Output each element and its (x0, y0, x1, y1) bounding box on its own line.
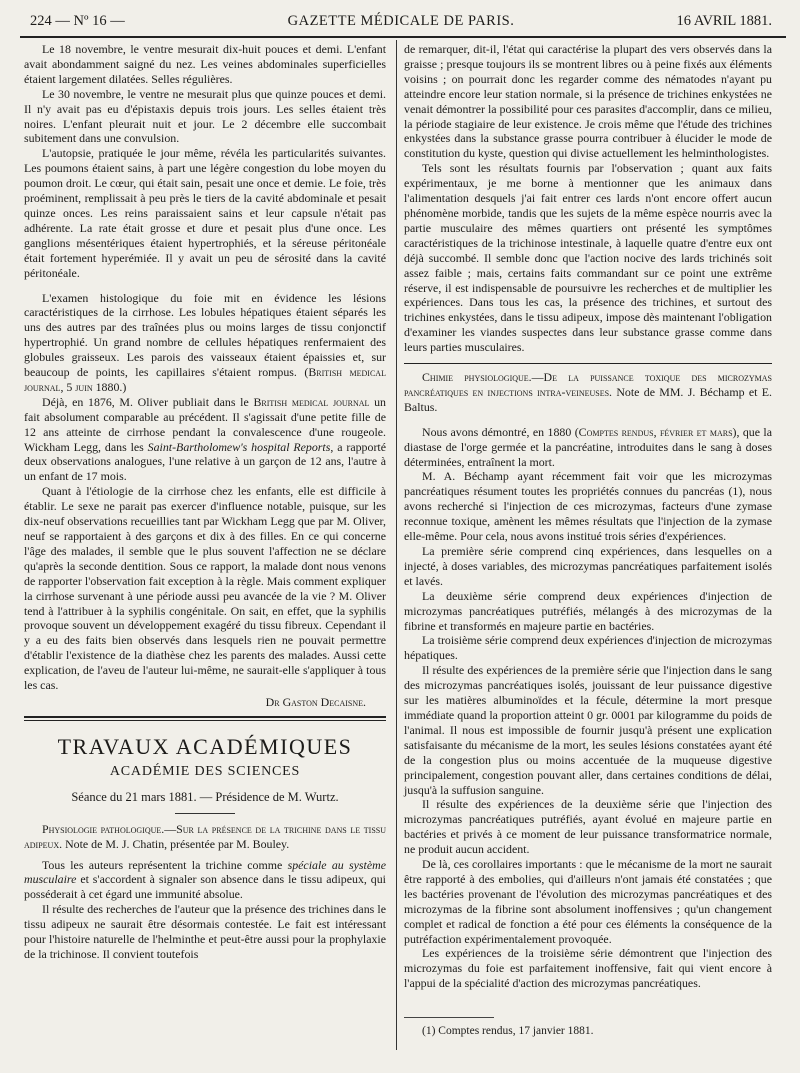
paragraph: Les expériences de la troisième série démontrent que l'injection des microzymas du foie est parfaitement inoffensive, fait qui vient encore à l'appui de la spécialité d'action des microzymas pancréatiques. (404, 946, 772, 991)
page-number: 224 — Nº 16 — (30, 12, 125, 29)
histology-paragraph: L'examen histologique du foie mit en évidence les lésions caractéristiques de la cirrhose. Les lobules hépatiques étaient séparés les uns des autres par des traînées plus ou moins larges de tissu conjonctif hypertrophié. Un grand nombre de cellules hépatiques renfermaient des globules graisseux. Les parois des vaisseaux étaient épaissies et, sur beaucoup de points, les capillaires s'étaient rompus. (British medical journal, 5 juin 1880.) (24, 290, 386, 394)
paragraph: De là, ces corollaires importants : que le mécanisme de la mort ne saurait être rapporté à des embolies, qui d'ailleurs n'ont jamais été constatées ; que les bactéries provenant de l'évolution des microzymas pancréatiques et des microzymas de la fibrine sont absolument inoffensives ; qu'un changement complet et radical de fonction a été pour ces éléments la conséquence de la putréfaction expérimentalement provoquée. (404, 857, 772, 946)
paragraph: Nous avons démontré, en 1880 (Comptes rendus, février et mars), que la diastase de l'orge germée et la pancréatine, introduites dans le sang à doses déterminées, entraînent la mort. (404, 424, 772, 469)
right-column (404, 42, 772, 1039)
article-title: Chimie physiologique.—De la puissance toxique des microzymas pancréatiques en injections intra-veineuses. Note de MM. J. Béchamp et E. Baltus. (404, 370, 772, 414)
seance-line: Séance du 21 mars 1881. — Présidence de M. Wurtz. (71, 789, 339, 804)
footnote: (1) Comptes rendus, 17 janvier 1881. (422, 1025, 594, 1038)
paragraph: La deuxième série comprend deux expériences d'injection de microzymas pancréatiques putréfiés, mélangés à des microzymas de la fibrine et transformés en majeure partie en bactéries. (404, 588, 772, 633)
paragraph: L'autopsie, pratiquée le jour même, révéla les particularités suivantes. Les poumons étaient sains, à part une légère congestion du lobe moyen du poumon droit. Le cœur, qui était sain, pesait une once et demie. Le foie, très proéminent, remplissait à peu près le tiers de la cavité abdominale et pesait quinze onces. Les reins paraissaient sains et leur capsule n'était pas adhérente. La rate était grosse et dure et pesait plus d'une once. Les ganglions mésentériques étaient hypertrophiés, et la séreuse péritonéale était fortement hyperémiée. Il y avait un peu de sérosité dans la cavité péritonéale. (24, 146, 386, 280)
section-subtitle: ACADÉMIE DES SCIENCES (109, 763, 301, 779)
paragraph: Le 30 novembre, le ventre ne mesurait plus que quinze pouces et demi. Il n'y avait pas eu d'épistaxis depuis trois jours. Les selles étaient très noires. L'enfant pleurait nuit et jour. Le 2 décembre elle succombait subitement dans une convulsion. (24, 86, 386, 146)
author-signature: Dr Gaston Decaisne. (265, 694, 366, 709)
journal-reference: British medical journal (253, 394, 370, 409)
section-title: TRAVAUX ACADÉMIQUES (57, 733, 353, 759)
paragraph: M. A. Béchamp ayant récemment fait voir que les microzymas pancréatiques résument toutes les propriétés connues du pancréas (1), nous avons recherché si l'injection de ces microzymas, facteurs d'une zymase reconnue toxique, amènent les mêmes résultats que l'injection de la zymase elle-même. Pour cela, nous avons institué trois séries d'expériences. (404, 469, 772, 544)
paragraph: Il résulte des expériences de la deuxième série que l'injection des microzymas pancréatiques putréfiés, ayant évolué en majeure partie en bactéries et privés à ce moment de leur puissance transformatrice normale, ne produit aucun accident. (404, 797, 772, 857)
oliver-paragraph: Déjà, en 1876, M. Oliver publiait dans le British medical journal un fait absolument comparable au précédent. Il s'agissait d'une petite fille de 12 ans atteinte de cirrhose pendant la convalescence d'une rougeole. Wickham Legg, dans les Saint-Bartholomew's hospital Reports, a rapporté deux observations analogues, l'une relative à un garçon de 12 ans, l'autre à un enfant de 17 mois. (24, 394, 386, 484)
paragraph: Il résulte des expériences de la première série que l'injection dans le sang des microzymas pancréatiques isolés, jouissant de leur puissance digestive sur les matières albuminoïdes et la fécule, détermine la mort presque immédiate quand la proportion atteint 0 gr. 0001 par kilogramme du poids de l'animal. Il nous est impossible de fournir jusqu'à présent une explication satisfaisante du mécanisme de la mort, les seules lésions constatées ayant été de la congestion plus ou moins accentuée de la muqueuse digestive principalement, congestion pouvant aller, dans certaines conditions de délai, jusqu'à la suffusion sanguine. (404, 663, 772, 797)
paragraph: de remarquer, dit-il, l'état qui caractérise la plupart des vers observés dans la graisse ; presque toujours ils se montrent libres ou à peine fixés aux éléments voisins ; on pourrait donc les regarder comme des nématodes n'ayant pu atteindre encore leur station normale, si la présence de trichines enkystées ne venait démontrer la possibilité pour ces parasites d'accomplir, dans ce milieu, la période stagiaire de leur existence. Je crois même que l'étude des trichines enkystées dans la substance grasse pourra contribuer à élucider le mode de constitution du kyste, question qui divise actuellement les helminthologistes. (404, 42, 772, 161)
paragraph: La première série comprend cinq expériences, dans lesquelles on a injecté, à doses variables, des microzymas pancréatiques parfaitement isolés et lavés. (404, 544, 772, 588)
paragraph: Il résulte des recherches de l'auteur que la présence des trichines dans le tissu adipeux ne saurait être désormais contestée. Le fait est intéressant pour l'histoire naturelle de l'helminthe et peut-être aussi pour la prophylaxie de la trichinose. Il convient toutefois (24, 902, 386, 961)
journal-title: GAZETTE MÉDICALE DE PARIS. (287, 12, 515, 29)
paragraph: La troisième série comprend deux expériences d'injection de microzymas hépatiques. (404, 633, 772, 663)
etiology-paragraph: Quant à l'étiologie de la cirrhose chez les enfants, elle est difficile à établir. Le sexe ne parait pas exercer d'influence notable, puisque, sur les dix-neuf observations recueillies tant par Wickham Legg que par M. Oliver, neuf se rapportaient à des garçons et dix à des filles. En ce qui concerne l'âge des malades, il semble que le plus souvent l'affection ne se déclare qu'après la seconde dentition. Sous ce rapport, la malade dont nous venons de rapporter l'observation fait exception à la règle. Mais comment expliquer la cirrhose survenant à une période aussi peu avancée de la vie ? M. Oliver tend à l'attribuer à la syphilis congénitale. On sait, en effet, que la syphilis provoque souvent un développement exagéré du tissu fibreux. Cependant il y a eu des faits bien observés dans lesquels rien ne pouvait permettre d'établir l'existence de la diathèse chez les parents des malades. Aussi cette explication, de l'aveu de l'auteur lui-même, ne saurait-elle s'appliquer à tous les cas. (24, 484, 386, 693)
article-title: Physiologie pathologique.—Sur la présence de la trichine dans le tissu adipeux. Note de M. J. Chatin, présentée par M. Bouley. (24, 821, 386, 851)
section-rule (24, 716, 386, 718)
header-rule (20, 36, 786, 38)
footnote-rule (404, 1017, 494, 1018)
paragraph: Tels sont les résultats fournis par l'observation ; quant aux faits expérimentaux, je me borne à mentionner que les animaux dans l'alimentation desquels j'ai fait entrer ces lards n'ont encore offert aucun phénomène morbide, tandis que les sujets de la même espèce nourris avec la partie musculaire des mêmes quartiers ont présenté les symptômes caractéristiques de la trichinose intestinale, à laquelle quatre d'entre eux ont déjà succombé. Il semble donc que l'action nocive des lards trichinés soit assez faible ; mais, certains faits commandant sur ce point une extrême réserve, il est indispensable de poursuivre les recherches et de multiplier les expériences. Dans tous les cas, la présence des trichines, et surtout des trichines enkystées, dans le tissu adipeux, impose dès maintenant l'obligation d'examiner les viandes suspectes dans leur substance grasse comme dans leurs parties musculaires. (404, 161, 772, 355)
left-column (24, 42, 386, 962)
page-header (20, 8, 782, 34)
reports-title: Saint-Bartholomew's hospital Reports (147, 439, 331, 454)
section-rule (24, 720, 386, 721)
journal-reference: (British medical journal, 5 juin 1880.) (24, 365, 386, 394)
issue-date: 16 AVRIL 1881. (676, 12, 772, 29)
short-rule (175, 813, 235, 814)
paragraph: Tous les auteurs représentent la trichine comme spéciale au système musculaire et s'accordent à signaler son absence dans le tissu adipeux, qui posséderait à cet égard une immunité absolue. (24, 857, 386, 902)
paragraph: Le 18 novembre, le ventre mesurait dix-huit pouces et demi. L'enfant avait abondamment saigné du nez. Les veines abdominales superficielles étaient largement dilatées. Selles régulières. (24, 42, 386, 86)
column-divider (396, 40, 397, 1050)
